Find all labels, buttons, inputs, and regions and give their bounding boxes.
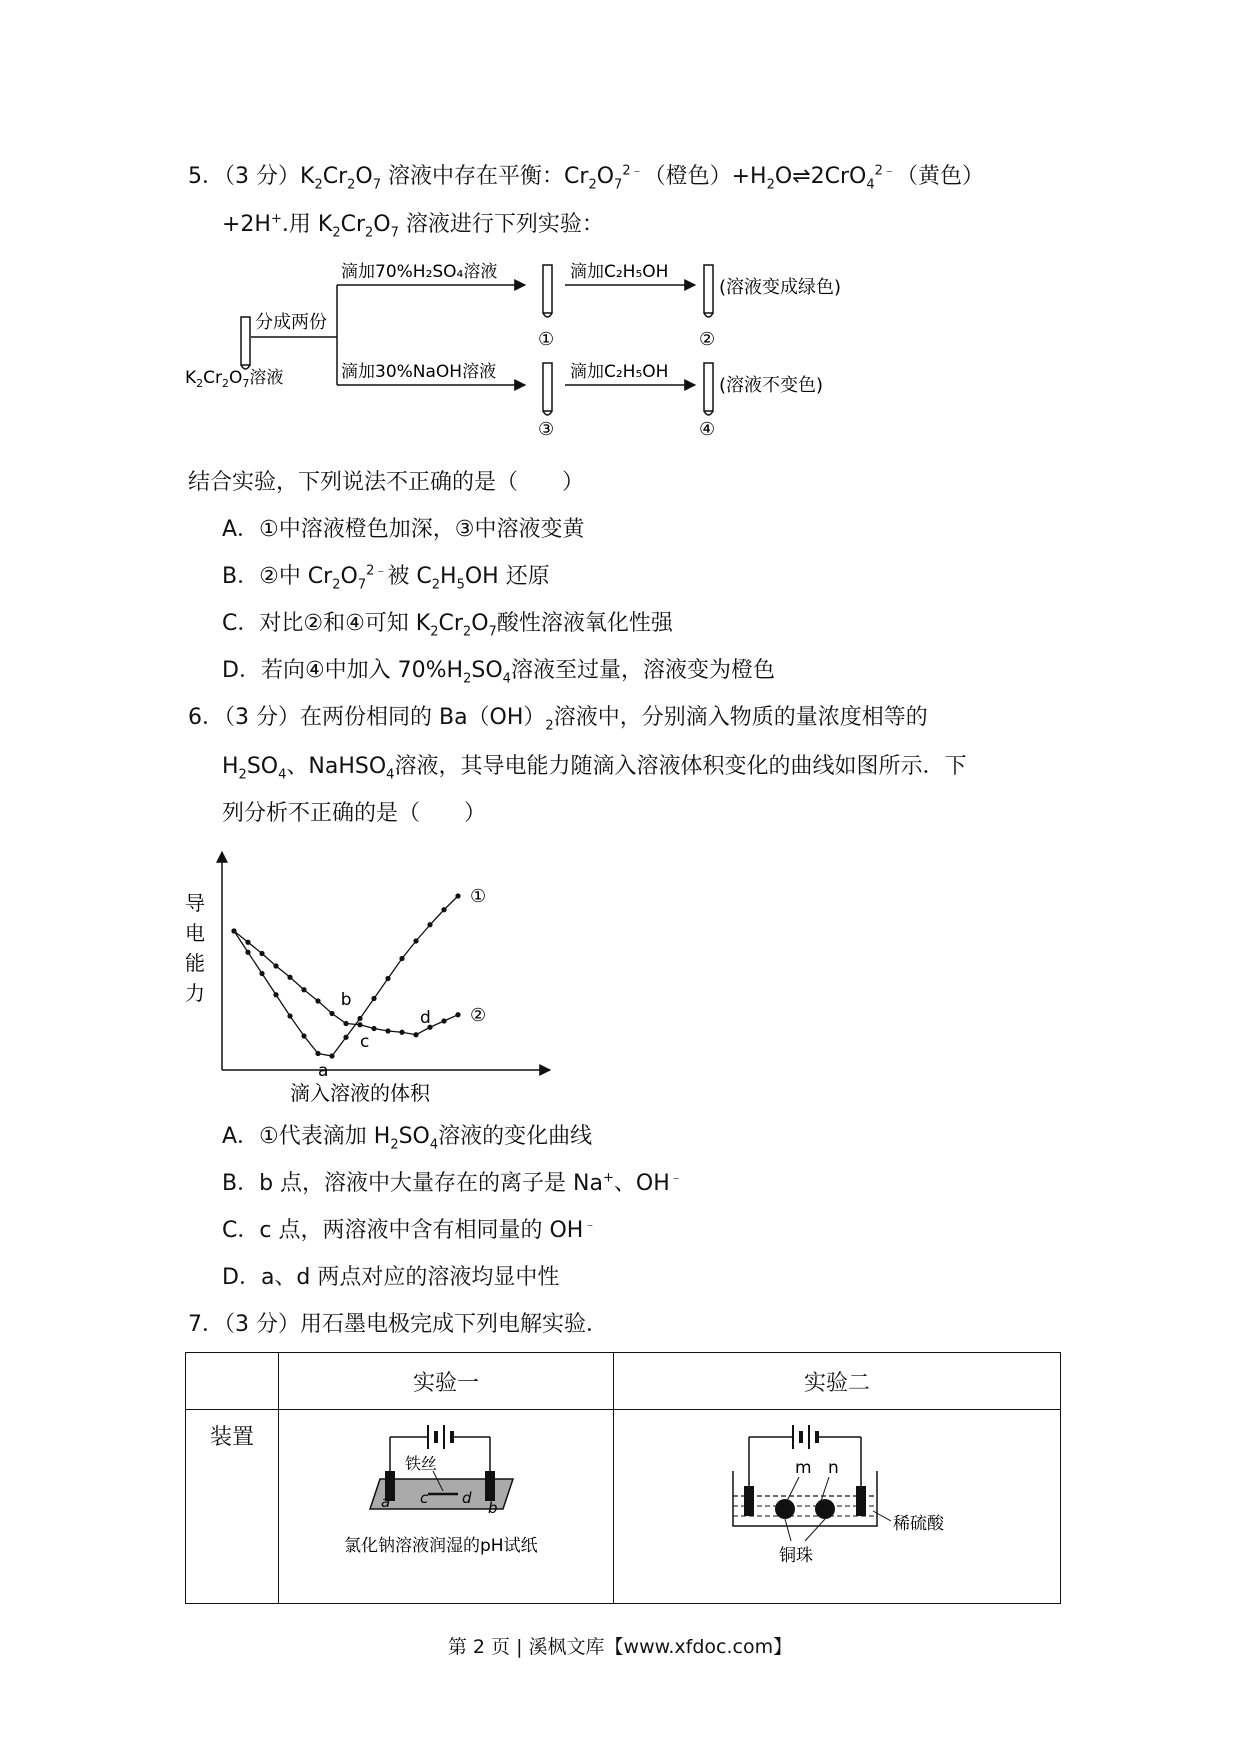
bottom-branch-label: 滴加30%NaOH溶液 <box>341 362 497 382</box>
y-axis-label-char: 能 <box>185 951 205 975</box>
label-c: c <box>420 1489 429 1507</box>
data-point <box>399 956 404 961</box>
data-point <box>371 996 376 1001</box>
tube-1 <box>543 265 552 317</box>
series-label-1: ① <box>470 886 487 907</box>
y-axis-label-char: 电 <box>185 921 205 945</box>
data-point <box>245 950 250 955</box>
tube-4 <box>704 363 713 415</box>
tube-1-label: ① <box>538 329 555 350</box>
tube-2-label: ② <box>699 329 716 350</box>
data-point <box>329 1053 334 1058</box>
q6-line3: 列分析不正确的是（ ） <box>222 801 487 826</box>
ph-paper-label: 氯化钠溶液润湿的pH试纸 <box>344 1536 538 1556</box>
graphite-electrode-left <box>744 1486 754 1516</box>
data-point <box>427 922 432 927</box>
copper-beads-label: 铜珠 <box>779 1546 813 1566</box>
tube-4-label: ④ <box>699 419 716 440</box>
conductivity-chart <box>185 840 565 1110</box>
tube-2 <box>704 265 713 317</box>
q5-line2: +2H+.用 $K_2Cr_2O_7$ 溶液进行下列实验： <box>222 211 604 241</box>
data-point <box>385 1028 390 1033</box>
table-col-2: 实验二 <box>614 1353 1061 1410</box>
data-point <box>357 1016 362 1021</box>
data-point <box>441 907 446 912</box>
ethanol-bottom-label: 滴加C₂H₅OH <box>570 362 669 382</box>
page-footer: 第 2 页 | 溪枫文库【www.xfdoc.com】 <box>447 1636 793 1658</box>
y-axis-label-char: 力 <box>185 981 205 1005</box>
data-point <box>343 1035 348 1040</box>
q6-line2: $H_2SO_4$、NaHSO$_4$溶液，其导电能力随滴入溶液体积变化的曲线如图所示．下 <box>222 754 967 783</box>
point-label-c: c <box>360 1031 370 1052</box>
ethanol-top-label: 滴加C₂H₅OH <box>570 262 669 282</box>
graphite-electrode-right <box>856 1486 866 1516</box>
q6-line1: 6．（3 分）在两份相同的 $Ba(OH)_2$溶液中，分别滴入物质的量浓度相等的 <box>188 705 928 734</box>
q7-stem: 7．（3 分）用石墨电极完成下列电解实验． <box>188 1312 608 1337</box>
copper-bead-m <box>775 1499 795 1519</box>
experiment-2-apparatus <box>614 1410 1061 1604</box>
y-axis-label <box>185 891 205 1005</box>
result-bottom: (溶液不变色) <box>719 375 824 396</box>
electrode-b <box>485 1471 495 1501</box>
result-top: (溶液变成绿色) <box>719 277 842 298</box>
series-label-2: ② <box>470 1004 487 1026</box>
data-point <box>315 998 320 1003</box>
start-tube <box>241 317 250 369</box>
q6-option-c: C．c 点，两溶液中含有相同量的 OH﹣ <box>222 1217 597 1243</box>
start-label: $K_2Cr_2O_7$溶液 <box>185 368 284 390</box>
data-point <box>329 1011 334 1016</box>
data-point <box>259 951 264 956</box>
data-point <box>371 1026 376 1031</box>
table-corner-cell <box>186 1353 279 1410</box>
point-label-a: a <box>318 1061 329 1081</box>
y-axis-label-char: 导 <box>185 891 205 915</box>
tube-3-label: ③ <box>538 419 555 440</box>
q7-table <box>185 1352 1061 1604</box>
data-point <box>413 1032 418 1037</box>
experiment-1-apparatus <box>279 1410 614 1604</box>
q6-option-b: B．b 点，溶液中大量存在的离子是 Na+、OH﹣ <box>222 1170 683 1196</box>
table-row-apparatus <box>186 1410 1061 1604</box>
q5-option-a: A．①中溶液橙色加深，③中溶液变黄 <box>222 517 585 542</box>
split-label: 分成两份 <box>255 312 327 333</box>
q5-experiment-diagram <box>185 255 865 440</box>
data-point <box>455 893 460 898</box>
q5-option-d: D．若向④中加入 $70\%H_2SO_4$溶液至过量，溶液变为橙色 <box>222 658 775 687</box>
data-point <box>273 963 278 968</box>
data-point <box>441 1018 446 1023</box>
top-branch-label: 滴加70%H₂SO₄溶液 <box>341 262 498 282</box>
iron-wire-label: 铁丝 <box>405 1454 438 1473</box>
table-header-row <box>186 1353 1061 1410</box>
beaker <box>733 1471 877 1526</box>
copper-bead-n <box>815 1499 835 1519</box>
data-point <box>385 976 390 981</box>
data-point <box>273 992 278 997</box>
experiment-2-figure <box>615 1411 1055 1591</box>
data-point <box>343 1021 348 1026</box>
q5-line1: 5．（3 分）$K_2Cr_2O_7$ 溶液中存在平衡：$Cr_2O_7^{2﹣}$（橙色）$+H_2O\rightleftharpoons 2CrO_4^{2﹣}$（黄色） <box>188 163 984 193</box>
data-point <box>399 1030 404 1035</box>
data-point <box>231 928 236 933</box>
data-point <box>413 938 418 943</box>
data-point <box>287 1013 292 1018</box>
label-n: n <box>828 1458 839 1478</box>
point-label-d: d <box>420 1007 431 1028</box>
data-point <box>455 1012 460 1017</box>
q6-option-d: D．a、d 两点对应的溶液均显中性 <box>222 1265 560 1290</box>
q6-option-a: A．①代表滴加 $H_2SO_4$溶液的变化曲线 <box>222 1124 593 1153</box>
data-point <box>301 1033 306 1038</box>
data-point <box>315 1051 320 1056</box>
data-point <box>287 975 292 980</box>
data-point <box>301 987 306 992</box>
row-label: 装置 <box>186 1410 279 1604</box>
q5-question: 结合实验，下列说法不正确的是（ ） <box>188 470 585 495</box>
data-point <box>259 971 264 976</box>
x-axis-label: 滴入溶液的体积 <box>290 1081 430 1105</box>
point-label-b: b <box>340 989 352 1010</box>
data-point <box>245 940 250 945</box>
data-point <box>357 1022 362 1027</box>
label-a: a <box>381 1493 391 1511</box>
series-line-1 <box>234 896 458 1056</box>
q5-option-c: C．对比②和④可知 $K_2Cr_2O_7$酸性溶液氧化性强 <box>222 611 673 640</box>
tube-3 <box>543 363 552 415</box>
experiment-1-figure <box>280 1411 610 1591</box>
label-d: d <box>462 1489 472 1507</box>
label-b: b <box>488 1499 498 1517</box>
acid-label: 稀硫酸 <box>893 1514 944 1534</box>
label-m: m <box>795 1458 812 1478</box>
table-col-1: 实验一 <box>279 1353 614 1410</box>
q5-option-b: B．②中 $Cr_2O_7^{2﹣}$被 $C_2H_5OH$ 还原 <box>222 563 550 593</box>
